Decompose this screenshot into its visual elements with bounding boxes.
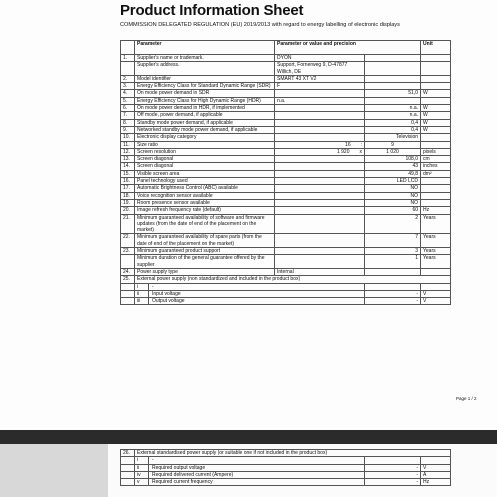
row-label: Supplier's name or trademark. xyxy=(135,55,275,62)
row-number: 10. xyxy=(121,134,135,141)
row-number xyxy=(121,464,135,471)
row-value: 2 xyxy=(365,214,421,234)
row-label xyxy=(135,298,365,305)
value-left: 16 xyxy=(345,141,351,148)
row-value-primary xyxy=(275,148,365,155)
row-value-primary xyxy=(275,170,365,177)
row-unit: Years xyxy=(421,214,451,234)
row-value: - xyxy=(365,471,421,478)
row-label xyxy=(135,290,365,297)
document-title: Product Information Sheet xyxy=(120,2,304,19)
row-value-primary xyxy=(275,163,365,170)
row-unit: Hz xyxy=(421,207,451,214)
table-row xyxy=(121,234,451,248)
row-value-primary xyxy=(275,248,365,255)
row-unit xyxy=(421,283,451,290)
regulation-subtitle: COMMISSION DELEGATED REGULATION (EU) 2019/2013 with regard to energy labelling of electronic displays xyxy=(120,22,400,28)
row-value: 3 xyxy=(365,248,421,255)
row-value-primary xyxy=(275,214,365,234)
page-gap xyxy=(0,430,497,444)
row-label: Networked standby mode power demand, if applicable xyxy=(135,126,275,133)
row-number xyxy=(121,283,135,290)
row-label: Screen resolution xyxy=(135,148,275,155)
row-number: 2. xyxy=(121,75,135,82)
table-row xyxy=(121,298,451,305)
header-unit: Unit xyxy=(421,41,451,55)
row-unit: W xyxy=(421,112,451,119)
row-label: External standardised power supply (or suitable one if not included in the product box) xyxy=(135,450,451,457)
table-row xyxy=(121,479,451,486)
row-number: 4. xyxy=(121,90,135,97)
row-value xyxy=(365,283,421,290)
row-unit: Years xyxy=(421,234,451,248)
row-label: Minimum guaranteed product support xyxy=(135,248,275,255)
row-value: LED LCD xyxy=(365,178,421,185)
row-label: Power supply type xyxy=(135,268,275,275)
row-unit xyxy=(421,178,451,185)
sub-label: Output voltage xyxy=(152,298,185,305)
row-unit: V xyxy=(421,290,451,297)
table-row xyxy=(121,97,451,104)
row-value-primary xyxy=(275,192,365,199)
row-value-primary xyxy=(275,156,365,163)
row-value xyxy=(365,268,421,275)
row-number: 6. xyxy=(121,105,135,112)
row-unit xyxy=(421,83,451,90)
row-value: - xyxy=(365,290,421,297)
row-value: 1 xyxy=(365,255,421,269)
row-unit xyxy=(421,141,451,148)
row-unit xyxy=(421,457,451,464)
row-number: 16. xyxy=(121,178,135,185)
table-row xyxy=(121,248,451,255)
row-label xyxy=(135,471,365,478)
table-row xyxy=(121,112,451,119)
row-number xyxy=(121,255,135,269)
row-value: n.a. xyxy=(365,112,421,119)
row-value-primary xyxy=(275,207,365,214)
row-label xyxy=(135,283,365,290)
row-value-primary: Support, Fornerweg 9, D-47877 Willich, DE xyxy=(275,62,365,76)
row-unit: Years xyxy=(421,248,451,255)
row-value: - xyxy=(365,464,421,471)
header-value: Parameter or value and precision xyxy=(275,41,421,55)
row-number: 7. xyxy=(121,112,135,119)
table-row xyxy=(121,214,451,234)
row-number: 11. xyxy=(121,141,135,148)
row-value-primary xyxy=(275,105,365,112)
row-number: 26. xyxy=(121,450,135,457)
table-row xyxy=(121,290,451,297)
row-value: 49,8 xyxy=(365,170,421,177)
row-unit xyxy=(421,134,451,141)
row-value: n.a. xyxy=(365,105,421,112)
row-value: 0,4 xyxy=(365,119,421,126)
row-label: Minimum guaranteed availability of spare parts (from the date of end of the placement on the market) xyxy=(135,234,275,248)
table-row xyxy=(121,105,451,112)
row-label: Electronic display category xyxy=(135,134,275,141)
row-number: 23. xyxy=(121,248,135,255)
row-label xyxy=(135,457,365,464)
row-number: 13. xyxy=(121,156,135,163)
row-unit: W xyxy=(421,119,451,126)
row-value-primary: F xyxy=(275,83,365,90)
row-unit xyxy=(421,55,451,62)
row-number: 9. xyxy=(121,126,135,133)
table-row xyxy=(121,192,451,199)
row-value-primary xyxy=(275,185,365,192)
row-value-primary: DYON xyxy=(275,55,365,62)
sub-index: ii xyxy=(137,291,149,297)
row-label: On mode power demand in HDR, if implemented xyxy=(135,105,275,112)
row-value xyxy=(365,97,421,104)
row-number: 20. xyxy=(121,207,135,214)
row-number: 22. xyxy=(121,234,135,248)
sub-index: v xyxy=(137,479,149,485)
row-value xyxy=(365,75,421,82)
row-label: Energy Efficiency Class for Standard Dynamic Range (SDR) xyxy=(135,83,275,90)
row-label: Off mode, power demand, if applicable xyxy=(135,112,275,119)
row-value: 51,0 xyxy=(365,90,421,97)
value-left: 1 920 xyxy=(336,148,350,155)
row-label xyxy=(135,464,365,471)
table-row xyxy=(121,185,451,192)
row-number xyxy=(121,290,135,297)
table-row xyxy=(121,207,451,214)
table-row xyxy=(121,119,451,126)
row-value: 1 020 xyxy=(365,148,421,155)
row-unit xyxy=(421,97,451,104)
row-number: 5. xyxy=(121,97,135,104)
table-row xyxy=(121,126,451,133)
row-unit: W xyxy=(421,105,451,112)
row-label: Automatic Brightness Control (ABC) available xyxy=(135,185,275,192)
row-value xyxy=(365,55,421,62)
row-unit: Years xyxy=(421,255,451,269)
row-number xyxy=(121,62,135,76)
row-unit xyxy=(421,62,451,76)
product-information-table xyxy=(120,40,451,305)
table-row xyxy=(121,450,451,457)
table-row xyxy=(121,457,451,464)
table-row xyxy=(121,141,451,148)
row-label: Image refresh frequency rate (default) xyxy=(135,207,275,214)
sub-label: Input voltage xyxy=(152,290,181,297)
row-value-primary xyxy=(275,141,365,148)
sub-label: Required delivered current (Ampere) xyxy=(152,471,234,478)
row-value-primary xyxy=(275,178,365,185)
table-row xyxy=(121,134,451,141)
table-row xyxy=(121,90,451,97)
row-unit: pixels xyxy=(421,148,451,155)
row-label: Voice recognition sensor available xyxy=(135,192,275,199)
sub-index: i xyxy=(137,284,149,290)
row-unit: cm xyxy=(421,156,451,163)
row-value-primary xyxy=(275,255,365,269)
row-unit: W xyxy=(421,90,451,97)
sub-label: Required output voltage xyxy=(152,464,206,471)
row-number: 24. xyxy=(121,268,135,275)
row-number: 8. xyxy=(121,119,135,126)
power-supply-table xyxy=(120,449,451,486)
row-value-primary xyxy=(275,234,365,248)
row-value-primary: SMART 43 XT V2 xyxy=(275,75,365,82)
row-unit: V xyxy=(421,298,451,305)
row-number: 15. xyxy=(121,170,135,177)
row-value: NO xyxy=(365,199,421,206)
row-value: - xyxy=(365,479,421,486)
row-label: Room presence sensor available xyxy=(135,199,275,206)
table-row xyxy=(121,464,451,471)
value-separator: x xyxy=(359,148,362,155)
row-value: NO xyxy=(365,185,421,192)
row-value: 108,0 xyxy=(365,156,421,163)
sub-index: i xyxy=(137,457,149,463)
sub-index: iv xyxy=(137,472,149,478)
row-unit xyxy=(421,192,451,199)
row-value: 0,4 xyxy=(365,126,421,133)
row-value-primary: n.a. xyxy=(275,97,365,104)
row-number: 1. xyxy=(121,55,135,62)
row-label: External power supply (non standardized and included in the product box) xyxy=(135,276,451,283)
row-value-primary xyxy=(275,126,365,133)
row-unit xyxy=(421,185,451,192)
row-value-primary xyxy=(275,112,365,119)
table-row xyxy=(121,178,451,185)
table-row xyxy=(121,268,451,275)
row-label: Size ratio xyxy=(135,141,275,148)
table-row xyxy=(121,199,451,206)
row-value: 7 xyxy=(365,234,421,248)
table-row xyxy=(121,255,451,269)
row-number: 19. xyxy=(121,199,135,206)
row-unit xyxy=(421,75,451,82)
row-value-primary xyxy=(275,119,365,126)
row-unit: inches xyxy=(421,163,451,170)
sub-label: - xyxy=(152,457,154,464)
table-row xyxy=(121,55,451,62)
row-value: Television xyxy=(365,134,421,141)
table-row xyxy=(121,62,451,76)
row-number xyxy=(121,298,135,305)
sub-label: - xyxy=(152,283,154,290)
table-row xyxy=(121,163,451,170)
row-label xyxy=(135,479,365,486)
row-value-primary: Internal xyxy=(275,268,365,275)
row-unit: Hz xyxy=(421,479,451,486)
row-label: Screen diagonal xyxy=(135,156,275,163)
row-label: Supplier's address. xyxy=(135,62,275,76)
row-label: Standby mode power demand, if applicable xyxy=(135,119,275,126)
page-2 xyxy=(0,444,497,497)
row-unit: V xyxy=(421,464,451,471)
sub-index: ii xyxy=(137,465,149,471)
row-number xyxy=(121,471,135,478)
row-label: On mode power demand in SDR xyxy=(135,90,275,97)
row-number: 21. xyxy=(121,214,135,234)
row-number xyxy=(121,457,135,464)
table-row xyxy=(121,283,451,290)
row-label: Model identifier xyxy=(135,75,275,82)
row-unit: dm² xyxy=(421,170,451,177)
row-number xyxy=(121,479,135,486)
table-row xyxy=(121,156,451,163)
row-label: Energy Efficiency Class for High Dynamic Range (HDR) xyxy=(135,97,275,104)
table-row xyxy=(121,148,451,155)
value-separator: : xyxy=(360,141,362,148)
row-value-primary xyxy=(275,199,365,206)
table-row xyxy=(121,83,451,90)
table-row xyxy=(121,471,451,478)
table-header-row xyxy=(121,41,451,55)
row-number: 17. xyxy=(121,185,135,192)
row-value: 9 xyxy=(365,141,421,148)
row-value-primary xyxy=(275,90,365,97)
row-number: 14. xyxy=(121,163,135,170)
header-number xyxy=(121,41,135,55)
table-row xyxy=(121,75,451,82)
row-value: - xyxy=(365,298,421,305)
row-value: 43 xyxy=(365,163,421,170)
row-value: 60 xyxy=(365,207,421,214)
table-row xyxy=(121,276,451,283)
row-unit xyxy=(421,199,451,206)
row-number: 18. xyxy=(121,192,135,199)
header-parameter: Parameter xyxy=(135,41,275,55)
page-number: Page 1 / 2 xyxy=(456,396,477,401)
row-value: NO xyxy=(365,192,421,199)
row-unit: W xyxy=(421,126,451,133)
row-label: Panel technology used xyxy=(135,178,275,185)
row-value xyxy=(365,62,421,76)
row-number: 3. xyxy=(121,83,135,90)
sub-label: Required current frequency xyxy=(152,479,213,486)
row-label: Minimum guaranteed availability of software and firmware updates (from the date of end of the placement on the market) xyxy=(135,214,275,234)
row-label: Screen diagonal xyxy=(135,163,275,170)
row-unit xyxy=(421,268,451,275)
row-number: 25. xyxy=(121,276,135,283)
row-value xyxy=(365,83,421,90)
row-unit: A xyxy=(421,471,451,478)
row-label: Minimum duration of the general guarantee offered by the supplier xyxy=(135,255,275,269)
sub-index: iii xyxy=(137,298,149,304)
table-row xyxy=(121,170,451,177)
row-number: 12. xyxy=(121,148,135,155)
row-value xyxy=(365,457,421,464)
row-value-primary xyxy=(275,134,365,141)
row-label: Visible screen area xyxy=(135,170,275,177)
